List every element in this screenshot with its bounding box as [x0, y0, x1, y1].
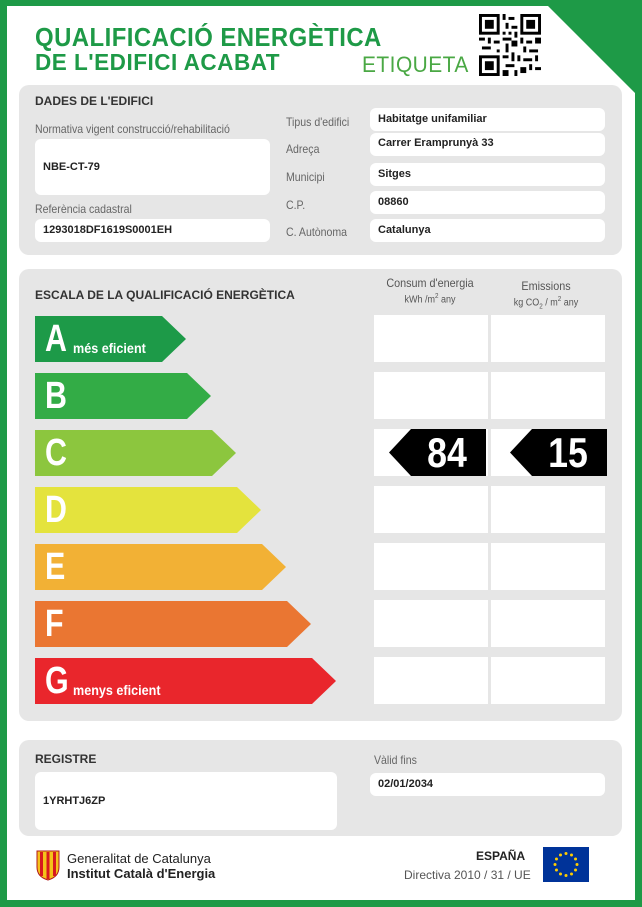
catalonia-coat-of-arms-icon	[35, 849, 61, 881]
energy-column-header: Consum d'energia	[386, 276, 474, 290]
postcode-field: 08860	[370, 191, 605, 214]
eu-flag-icon	[543, 847, 589, 882]
rating-bar-d	[35, 487, 261, 533]
rating-letter: F	[45, 603, 64, 645]
energy-rating-value: 84	[389, 429, 486, 476]
emissions-cell-d	[491, 486, 605, 533]
rating-letter: G	[45, 660, 69, 702]
emissions-cell-f	[491, 600, 605, 647]
energy-cell-f	[374, 600, 488, 647]
postcode-label: C.P.	[286, 198, 306, 212]
municipality-field: Sitges	[370, 163, 605, 186]
cadastral-field: 1293018DF1619S0001EH	[35, 219, 270, 242]
rating-letter: D	[45, 489, 67, 531]
rating-bar-a	[35, 316, 186, 362]
address-field: Carrer Eramprunyà 33	[370, 133, 605, 156]
emissions-cell-g	[491, 657, 605, 704]
rating-bar-b	[35, 373, 211, 419]
emissions-cell-b	[491, 372, 605, 419]
rating-caption: menys eficient	[73, 682, 161, 698]
rating-caption: més eficient	[73, 340, 146, 356]
emissions-column-header: Emissions	[521, 279, 571, 293]
rating-bar-f	[35, 601, 311, 647]
rating-letter: B	[45, 375, 67, 417]
municipality-label: Municipi	[286, 170, 325, 184]
address-label: Adreça	[286, 142, 320, 156]
registry-field: 1YRHTJ6ZP	[35, 772, 337, 830]
directive-label: Directiva 2010 / 31 / UE	[404, 868, 531, 882]
valid-until-label: Vàlid fins	[374, 753, 417, 767]
energy-cell-e	[374, 543, 488, 590]
energy-column-unit: kWh $/m^2$ any	[404, 293, 456, 306]
rating-letter: C	[45, 432, 67, 474]
country-label: ESPAÑA	[476, 849, 526, 863]
regulation-label: Normativa vigent construcció/rehabilitació	[35, 122, 230, 136]
regulation-field: NBE-CT-79	[35, 139, 270, 195]
registry-section-title: REGISTRE	[35, 752, 97, 766]
rating-bar-g	[35, 658, 336, 704]
emissions-column-unit: kg $CO_2 / m^2$ any	[513, 296, 579, 311]
region-label: C. Autònoma	[286, 225, 348, 239]
energy-cell-g	[374, 657, 488, 704]
rating-letter: A	[45, 318, 67, 360]
rating-letter: E	[45, 546, 66, 588]
cadastral-label: Referència cadastral	[35, 202, 132, 216]
valid-until-field: 02/01/2034	[370, 773, 605, 796]
energy-cell-b	[374, 372, 488, 419]
title-line1: QUALIFICACIÓ ENERGÈTICA	[35, 22, 382, 52]
rating-bar-e	[35, 544, 286, 590]
building-type-label: Tipus d'edifici	[286, 115, 350, 129]
building-type-field: Habitatge unifamiliar	[370, 108, 605, 131]
title-line2: DE L'EDIFICI ACABAT	[35, 49, 281, 75]
emissions-rating-value: 15	[510, 429, 607, 476]
building-section-title: DADES DE L'EDIFICI	[35, 94, 154, 108]
emissions-cell-a	[491, 315, 605, 362]
qr-code-icon	[479, 14, 541, 76]
energy-cell-a	[374, 315, 488, 362]
energy-cell-d	[374, 486, 488, 533]
region-field: Catalunya	[370, 219, 605, 242]
label-type: ETIQUETA	[362, 52, 469, 77]
emissions-cell-e	[491, 543, 605, 590]
org-name-line1: Generalitat de Catalunya	[67, 851, 211, 866]
scale-section-title: ESCALA DE LA QUALIFICACIÓ ENERGÈTICA	[35, 288, 295, 302]
rating-bar-c	[35, 430, 236, 476]
org-name-line2: Institut Català d'Energia	[67, 866, 216, 881]
